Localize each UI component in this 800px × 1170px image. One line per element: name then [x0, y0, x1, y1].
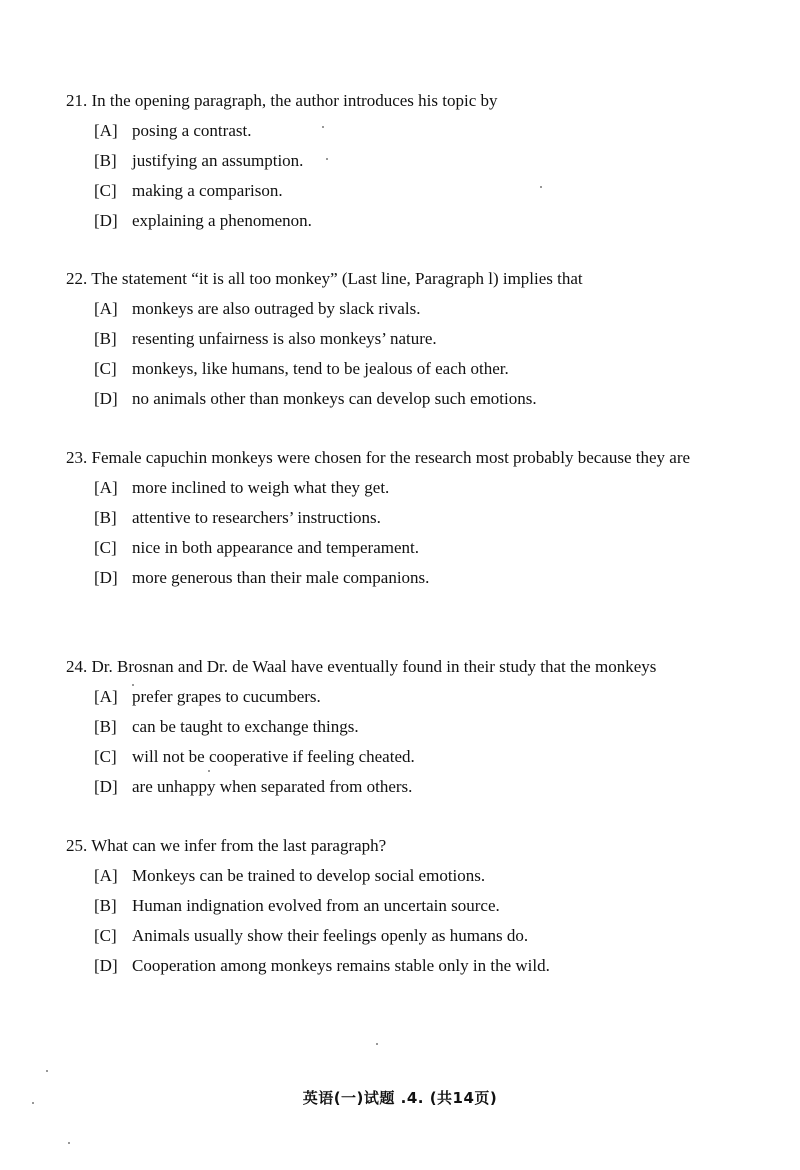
option-letter: [D]: [94, 389, 118, 408]
question-22: [66, 264, 726, 414]
scan-speck: [32, 1102, 34, 1104]
option-a: [94, 294, 726, 324]
option-b: [94, 503, 726, 533]
question-text: What can we infer from the last paragraph?: [91, 836, 387, 855]
option-text: prefer grapes to cucumbers.: [132, 687, 321, 706]
question-text: Dr. Brosnan and Dr. de Waal have eventually found in their study that the monkeys: [91, 657, 657, 676]
option-b: [94, 324, 726, 354]
option-text: Monkeys can be trained to develop social emotions.: [132, 866, 486, 885]
option-text: resenting unfairness is also monkeys’ nature.: [132, 329, 437, 348]
question-number: 25.: [66, 836, 88, 855]
option-b: [94, 146, 726, 176]
question-stem: [66, 264, 726, 294]
question-text: Female capuchin monkeys were chosen for the research most probably because they are: [91, 448, 691, 467]
option-text: can be taught to exchange things.: [132, 717, 359, 736]
option-text: no animals other than monkeys can develop such emotions.: [132, 389, 537, 408]
option-b: [94, 712, 726, 742]
option-d: [94, 206, 726, 236]
option-letter: [B]: [94, 896, 117, 915]
scan-speck: [376, 1043, 378, 1045]
scan-speck: [540, 186, 542, 188]
question-stem: [66, 652, 726, 682]
page-footer: 英语(一)试题 .4. (共14页): [302, 1089, 498, 1107]
option-text: are unhappy when separated from others.: [132, 777, 413, 796]
scan-speck: [132, 684, 134, 686]
question-25: [66, 831, 726, 981]
option-letter: [B]: [94, 717, 117, 736]
option-text: monkeys are also outraged by slack rivals.: [132, 299, 421, 318]
scan-speck: [326, 158, 328, 160]
scan-speck: [322, 126, 324, 128]
question-24: [66, 652, 726, 802]
option-letter: [A]: [94, 299, 118, 318]
question-text: In the opening paragraph, the author introduces his topic by: [91, 91, 498, 110]
option-c: [94, 354, 726, 384]
option-text: monkeys, like humans, tend to be jealous of each other.: [132, 359, 509, 378]
question-stem: [66, 443, 726, 473]
option-letter: [C]: [94, 538, 117, 557]
question-21: [66, 86, 726, 236]
option-letter: [C]: [94, 747, 117, 766]
option-text: explaining a phenomenon.: [132, 211, 312, 230]
option-a: [94, 682, 726, 712]
option-b: [94, 891, 726, 921]
option-c: [94, 176, 726, 206]
option-letter: [A]: [94, 687, 118, 706]
option-text: posing a contrast.: [132, 121, 252, 140]
option-c: [94, 533, 726, 563]
option-letter: [C]: [94, 359, 117, 378]
option-letter: [D]: [94, 568, 118, 587]
option-text: attentive to researchers’ instructions.: [132, 508, 381, 527]
option-letter: [D]: [94, 211, 118, 230]
option-letter: [A]: [94, 478, 118, 497]
question-number: 24.: [66, 657, 88, 676]
option-a: [94, 861, 726, 891]
option-text: more generous than their male companions.: [132, 568, 430, 587]
option-text: more inclined to weigh what they get.: [132, 478, 390, 497]
option-d: [94, 384, 726, 414]
question-stem: [66, 86, 726, 116]
option-letter: [C]: [94, 926, 117, 945]
option-letter: [D]: [94, 956, 118, 975]
option-text: will not be cooperative if feeling cheated.: [132, 747, 415, 766]
option-text: Human indignation evolved from an uncertain source.: [132, 896, 500, 915]
scan-speck: [68, 1142, 70, 1144]
option-a: [94, 473, 726, 503]
option-text: Animals usually show their feelings openly as humans do.: [132, 926, 529, 945]
option-d: [94, 772, 726, 802]
scan-speck: [208, 770, 210, 772]
question-number: 23.: [66, 448, 88, 467]
option-c: [94, 742, 726, 772]
option-a: [94, 116, 726, 146]
question-23: [66, 443, 726, 593]
option-text: Cooperation among monkeys remains stable only in the wild.: [132, 956, 550, 975]
option-text: justifying an assumption.: [132, 151, 304, 170]
question-stem: [66, 831, 726, 861]
option-letter: [A]: [94, 866, 118, 885]
option-text: making a comparison.: [132, 181, 283, 200]
option-letter: [B]: [94, 508, 117, 527]
option-letter: [A]: [94, 121, 118, 140]
question-text: The statement “it is all too monkey” (Last line, Paragraph l) implies that: [91, 269, 583, 288]
option-letter: [B]: [94, 329, 117, 348]
option-c: [94, 921, 726, 951]
scan-speck: [46, 1070, 48, 1072]
option-letter: [C]: [94, 181, 117, 200]
option-d: [94, 563, 726, 593]
option-d: [94, 951, 726, 981]
option-letter: [D]: [94, 777, 118, 796]
option-text: nice in both appearance and temperament.: [132, 538, 419, 557]
question-number: 22.: [66, 269, 88, 288]
question-number: 21.: [66, 91, 88, 110]
option-letter: [B]: [94, 151, 117, 170]
